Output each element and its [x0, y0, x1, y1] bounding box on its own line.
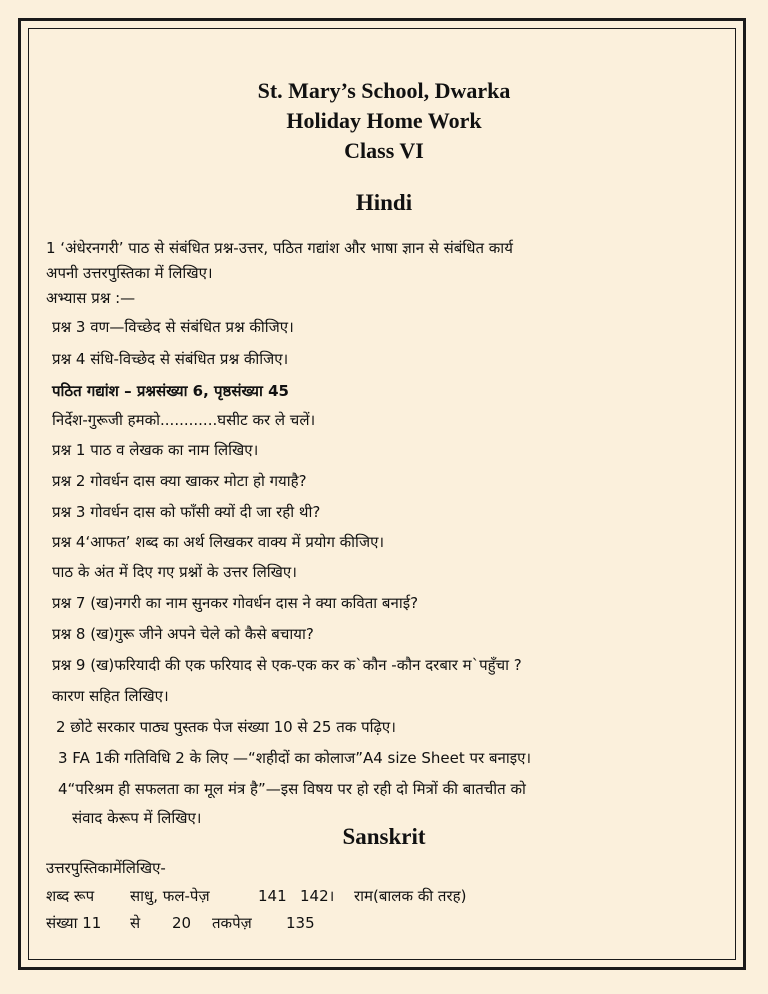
sanskrit-intro: उत्तरपुस्तिकामेंलिखिए-	[46, 859, 166, 877]
hindi-line: प्रश्न 7 (ख)नगरी का नाम सुनकर गोवर्धन दास ने क्या कविता बनाई?	[52, 594, 419, 612]
sanskrit-cell: तकपेज़	[212, 914, 252, 932]
sanskrit-cell: से	[130, 914, 141, 932]
sanskrit-cell: राम(बालक की तरह)	[354, 887, 467, 905]
hindi-line: प्रश्न 8 (ख)गुरू जीने अपने चेले को कैसे बचाया?	[52, 625, 314, 643]
hindi-line: अपनी उत्तरपुस्तिका में लिखिए।	[46, 264, 213, 282]
sanskrit-cell: शब्द रूप	[46, 887, 95, 905]
hindi-line: 1 ‘अंधेरनगरी’ पाठ से संबंधित प्रश्न-उत्तर, पठित गद्यांश और भाषा ज्ञान से संबंधित कार्य	[46, 239, 513, 257]
hindi-line: 2 छोटे सरकार पाठ्य पुस्तक पेज संख्या 10 से 25 तक पढ़िए।	[56, 718, 396, 736]
school-name: St. Mary’s School, Dwarka	[257, 78, 511, 103]
sanskrit-cell: 141	[258, 887, 287, 905]
hindi-line: प्रश्न 3 गोवर्धन दास को फाँसी क्यों दी जा रही थी?	[52, 503, 321, 521]
sanskrit-cell: साधु, फल-पेज़	[130, 887, 210, 905]
sanskrit-heading: Sanskrit	[342, 824, 426, 849]
doc-title: Holiday Home Work	[286, 108, 482, 133]
sanskrit-cell: संख्या 11	[46, 914, 102, 932]
hindi-line: संवाद केरूप में लिखिए।	[72, 809, 202, 827]
hindi-line: प्रश्न 3 वण—विच्छेद से संबंधित प्रश्न कीजिए।	[52, 318, 294, 336]
hindi-line: निर्देश-गुरूजी हमको............घसीट कर ले चलें।	[52, 411, 316, 429]
sanskrit-cell: 135	[286, 914, 315, 932]
hindi-line: प्रश्न 1 पाठ व लेखक का नाम लिखिए।	[52, 441, 259, 459]
hindi-line: प्रश्न 2 गोवर्धन दास क्या खाकर मोटा हो गयाहै?	[52, 472, 307, 490]
hindi-line: पाठ के अंत में दिए गए प्रश्नों के उत्तर लिखिए।	[52, 563, 297, 581]
hindi-line: प्रश्न 9 (ख)फरियादी की एक फरियाद से एक-एक कर क`कौन -कौन दरबार म`पहुँचा ?	[52, 656, 522, 674]
hindi-line: अभ्यास प्रश्न :—	[46, 289, 136, 307]
hindi-line: 4“परिश्रम ही सफलता का मूल मंत्र है”—इस विषय पर हो रही दो मित्रों की बातचीत को	[58, 780, 526, 798]
hindi-heading: Hindi	[355, 190, 413, 215]
hindi-line: प्रश्न 4 संधि-विच्छेद से संबंधित प्रश्न कीजिए।	[52, 350, 289, 368]
hindi-line: कारण सहित लिखिए।	[52, 687, 169, 705]
hindi-line: प्रश्न 4‘आफत’ शब्द का अर्थ लिखकर वाक्य में प्रयोग कीजिए।	[52, 533, 385, 551]
hindi-line: पठित गद्यांश – प्रश्नसंख्या 6, पृष्ठसंख्या 45	[52, 382, 289, 400]
class-label: Class VI	[344, 138, 424, 163]
sanskrit-cell: 20	[172, 914, 192, 932]
hindi-line: 3 FA 1की गतिविधि 2 के लिए —“शहीदों का कोलाज”A4 size Sheet पर बनाइए।	[58, 749, 532, 767]
sanskrit-cell: 142।	[300, 887, 335, 905]
